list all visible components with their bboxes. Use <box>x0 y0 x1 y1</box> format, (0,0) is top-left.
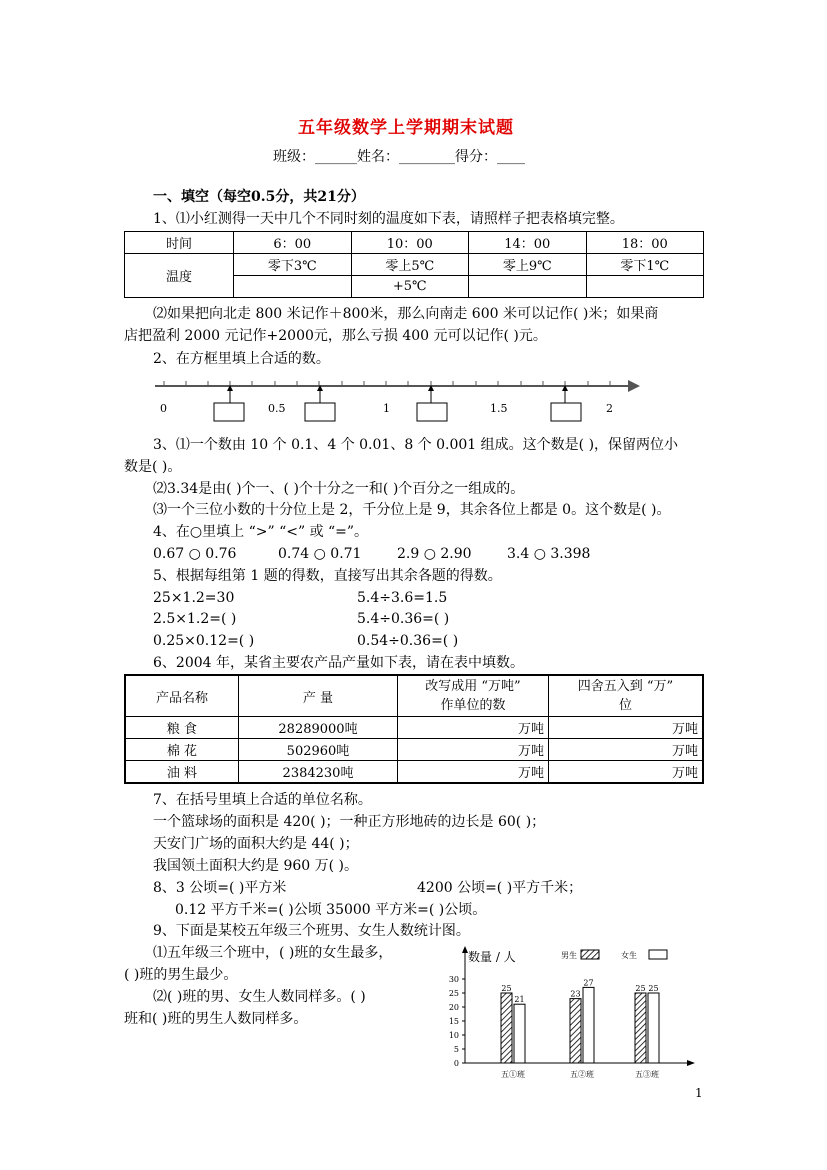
page-number: 1 <box>695 1086 703 1100</box>
answer-cell[interactable]: 万吨 <box>549 739 704 761</box>
legend-swatch <box>581 950 599 959</box>
data-label: 27 <box>583 978 594 988</box>
q8-line2: 0.12 平方千米=( )公顷 35000 平方米=( )公顷。 <box>175 902 487 918</box>
header-cell-line: 位 <box>618 698 632 713</box>
product-amount: 2384230吨 <box>239 761 398 784</box>
legend-label: 女生 <box>621 951 637 960</box>
table-row <box>125 761 703 784</box>
example-cell: +5℃ <box>351 276 469 298</box>
produce-table <box>124 674 704 784</box>
q2-text: 2、在方框里填上合适的数。 <box>153 351 330 367</box>
temperature-table <box>124 231 704 298</box>
category-label: 五①班 <box>501 1070 525 1079</box>
header-cell: 产品名称 <box>125 675 239 717</box>
page-title: 五年级数学上学期期末试题 <box>298 118 514 138</box>
answer-cell[interactable]: 万吨 <box>549 761 704 784</box>
bar-boys <box>570 999 581 1063</box>
answer-cell[interactable]: 万吨 <box>398 717 549 739</box>
answer-cell[interactable] <box>469 276 587 298</box>
calc-item: 2.5×1.2=( ) <box>153 611 237 627</box>
q9-line3: ⑵( )班的男、女生人数同样多。( ) <box>153 989 366 1005</box>
compare-item: 3.4 ○ 3.398 <box>507 546 591 562</box>
data-label: 25 <box>648 984 659 993</box>
header-cell: 产 量 <box>239 675 398 717</box>
compare-item: 2.9 ○ 2.90 <box>397 546 472 562</box>
calc-item: 0.54÷0.36=( ) <box>357 633 459 649</box>
header-cell-line: 改写成用 “万吨” <box>425 679 521 694</box>
legend-swatch <box>649 950 667 959</box>
temp-cell: 零上9℃ <box>469 254 587 276</box>
answer-cell[interactable]: 万吨 <box>398 739 549 761</box>
product-amount: 502960吨 <box>239 739 398 761</box>
q6-text: 6、2004 年，某省主要农产品产量如下表，请在表中填数。 <box>153 655 524 671</box>
tick-label: 1.5 <box>490 402 508 415</box>
y-tick-label: 30 <box>448 975 459 984</box>
y-tick-label: 5 <box>453 1045 459 1054</box>
calc-item: 5.4÷3.6=1.5 <box>357 590 448 606</box>
header-cell-line: 四舍五入到 “万” <box>577 679 674 694</box>
time-cell: 6：00 <box>234 232 352 254</box>
compare-item: 0.67 ○ 0.76 <box>153 546 237 562</box>
q1-text: 1、⑴小红测得一天中几个不同时刻的温度如下表，请照样子把表格填完整。 <box>153 211 624 227</box>
y-tick-label: 10 <box>448 1031 459 1040</box>
bar-boys <box>635 993 646 1063</box>
temp-cell: 零上5℃ <box>351 254 469 276</box>
data-label: 25 <box>635 984 646 993</box>
q9-line2: ( )班的男生最少。 <box>124 967 238 983</box>
q7-line1: 一个篮球场的面积是 420( )；一种正方形地砖的边长是 60( )； <box>153 814 546 830</box>
product-amount: 28289000吨 <box>239 717 398 739</box>
y-tick-label: 20 <box>448 1003 459 1012</box>
time-cell: 14：00 <box>469 232 587 254</box>
tick-label: 2 <box>606 402 613 415</box>
student-info-line: 班级：______姓名：________得分：____ <box>273 149 525 165</box>
header-cell-line: 作单位的数 <box>440 698 506 713</box>
time-label: 时间 <box>125 232 234 254</box>
tick-label: 0.5 <box>268 402 286 415</box>
table-row <box>125 717 703 739</box>
q9-line4: 班和( )班的男生人数同样多。 <box>124 1011 308 1027</box>
q1-part2-line1: ⑵如果把向北走 800 米记作＋800米，那么向南走 600 米可以记作( )米；如果商 <box>153 306 659 322</box>
calc-item: 0.25×0.12=( ) <box>153 633 255 649</box>
answer-cell[interactable]: 万吨 <box>398 761 549 784</box>
y-axis-label: 数量 / 人 <box>468 950 516 964</box>
header-cell <box>549 675 704 717</box>
number-line <box>150 375 650 430</box>
compare-item: 0.74 ○ 0.71 <box>278 546 362 562</box>
temp-cell: 零下3℃ <box>234 254 352 276</box>
y-tick-label: 25 <box>448 989 459 998</box>
arrow-box[interactable] <box>305 385 335 421</box>
answer-cell[interactable] <box>234 276 352 298</box>
legend-label: 男生 <box>561 951 577 960</box>
q8-line1b: 4200 公顷=( )平方千米； <box>417 880 583 896</box>
bar-girls <box>514 1004 525 1063</box>
category-label: 五②班 <box>570 1070 594 1079</box>
tick-label: 0 <box>160 402 167 415</box>
data-label: 23 <box>570 989 581 999</box>
arrow-box[interactable] <box>417 385 447 421</box>
q7-line3: 我国领土面积大约是 960 万( )。 <box>153 858 358 874</box>
data-label: 25 <box>501 984 512 993</box>
answer-cell[interactable] <box>586 276 704 298</box>
product-name: 粮 食 <box>125 717 239 739</box>
answer-cell[interactable]: 万吨 <box>549 717 704 739</box>
calc-item: 5.4÷0.36=( ) <box>357 611 450 627</box>
temp-label: 温度 <box>125 254 234 298</box>
bar-boys <box>501 993 512 1063</box>
time-cell: 18：00 <box>586 232 704 254</box>
table-row <box>125 739 703 761</box>
q8-line1a: 8、3 公顷=( )平方米 <box>153 880 287 896</box>
q7-text: 7、在括号里填上合适的单位名称。 <box>153 792 372 808</box>
calc-item: 25×1.2=30 <box>153 590 235 606</box>
q4-text: 4、在○里填上 “>” “<” 或 “=”。 <box>153 524 369 540</box>
q3-line1: 3、⑴一个数由 10 个 0.1、4 个 0.01、8 个 0.001 组成。这个数是( )，保留两位小 <box>153 437 679 453</box>
temp-cell: 零下1℃ <box>586 254 704 276</box>
category-label: 五③班 <box>635 1070 659 1079</box>
bar-chart <box>435 945 700 1085</box>
q3-line4: ⑶一个三位小数的十分位上是 2，千分位上是 9，其余各位上都是 0。这个数是( )。 <box>153 502 671 518</box>
product-name: 油 料 <box>125 761 239 784</box>
arrow-box[interactable] <box>551 385 581 421</box>
q9-text: 9、下面是某校五年级三个班男、女生人数统计图。 <box>153 923 470 939</box>
header-cell <box>398 675 549 717</box>
q1-part2-line2: 店把盈利 2000 元记作+2000元，那么亏损 400 元可以记作( )元。 <box>124 328 547 344</box>
q9-line1: ⑴五年级三个班中，( )班的女生最多， <box>153 945 393 961</box>
q7-line2: 天安门广场的面积大约是 44( )； <box>153 836 359 852</box>
bar-girls <box>648 993 659 1063</box>
arrow-box[interactable] <box>214 385 244 421</box>
data-label: 21 <box>514 995 525 1005</box>
bar-girls <box>583 987 594 1063</box>
q3-line2: 数是( )。 <box>124 459 182 475</box>
time-cell: 10：00 <box>351 232 469 254</box>
q5-text: 5、根据每组第 1 题的得数，直接写出其余各题的得数。 <box>153 568 502 584</box>
y-tick-label: 0 <box>453 1059 459 1068</box>
product-name: 棉 花 <box>125 739 239 761</box>
legend <box>561 950 667 960</box>
section-heading: 一、填空（每空0.5分，共21分） <box>153 189 365 205</box>
y-tick-label: 15 <box>448 1017 459 1026</box>
q3-line3: ⑵3.34是由( )个一、( )个十分之一和( )个百分之一组成的。 <box>153 481 525 497</box>
tick-label: 1 <box>383 402 390 415</box>
